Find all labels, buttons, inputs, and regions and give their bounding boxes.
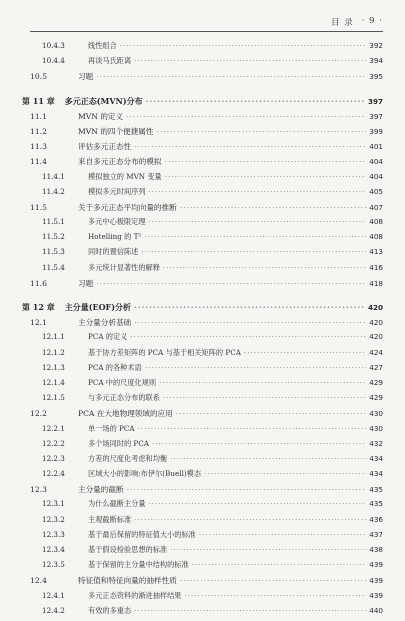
toc-leader-dots	[163, 263, 366, 272]
toc-leader-dots	[134, 515, 366, 524]
toc-entry	[22, 393, 383, 408]
toc-entry-title: 单一场的 PCA	[88, 423, 135, 433]
toc-entry-page: 397	[369, 111, 383, 121]
toc-entry-number: 12.4.2	[42, 605, 65, 615]
toc-leader-dots	[130, 332, 366, 341]
toc-entry-number: 11.6	[30, 278, 47, 288]
toc-leader-dots	[199, 530, 366, 539]
toc-entry	[22, 263, 383, 278]
toc-entry-title: 主分量(EOF)分析	[64, 302, 132, 312]
toc-entry-number: 12.1.3	[42, 362, 65, 372]
toc-entry	[22, 484, 383, 499]
toc-entry	[22, 217, 383, 232]
toc-entry-title: 线性组合	[88, 41, 117, 50]
toc-entry	[22, 232, 383, 247]
toc-entry-title: 方差的尺度化考虑和均衡	[88, 453, 168, 463]
toc-entry-number: 11.3	[30, 142, 47, 152]
toc-entry-number: 11.4.2	[42, 186, 65, 196]
toc-entry-number: 11.4.1	[42, 171, 65, 181]
toc-entry-page: 440	[369, 605, 383, 615]
toc-entry-page: 394	[369, 56, 383, 66]
toc-chapter-entry	[22, 96, 383, 111]
toc-entry-title: 为什么截断主分量	[88, 499, 146, 509]
toc-entry	[22, 156, 383, 171]
toc-entry	[22, 408, 383, 423]
page-header	[30, 16, 383, 28]
toc-entry-page: 420	[369, 332, 383, 342]
toc-leader-dots	[149, 217, 367, 226]
toc-entry-page: 434	[369, 469, 383, 479]
toc-entry-page: 404	[369, 157, 383, 167]
toc-leader-dots	[138, 424, 367, 433]
toc-entry-title: MVN 的四个便捷属性	[78, 126, 154, 136]
toc-entry-number: 10.5	[30, 72, 47, 82]
toc-entry-number: 12.4.1	[42, 590, 65, 600]
toc-entry-page: 408	[369, 217, 383, 227]
toc-entry-page: 434	[369, 453, 383, 463]
toc-entry-title: PCA 中的尺度化规则	[88, 377, 157, 387]
toc-entry	[22, 111, 383, 126]
toc-leader-dots	[126, 112, 366, 121]
toc-entry-title: 主分量分析基础	[78, 318, 132, 328]
table-of-contents	[22, 41, 383, 621]
toc-entry	[22, 247, 383, 262]
toc-entry-title: 与多元正态分布的联系	[88, 393, 160, 403]
toc-entry	[22, 56, 383, 71]
toc-entry-number: 12.1.1	[42, 332, 65, 342]
toc-leader-dots	[180, 576, 367, 585]
toc-entry-title: 基于保留的主分量中结构的标准	[88, 560, 189, 570]
toc-entry-title: 再谈马氏距离	[88, 56, 132, 66]
toc-entry-number: 12.2.4	[42, 469, 65, 479]
toc-entry	[22, 363, 383, 378]
toc-entry	[22, 424, 383, 439]
toc-entry-title: MVN 的定义	[78, 111, 124, 121]
header-title: 目 录	[331, 18, 354, 28]
toc-leader-dots	[152, 439, 366, 448]
toc-entry-number: 12.2.2	[42, 438, 65, 448]
toc-entry	[22, 71, 383, 86]
toc-entry	[22, 41, 383, 56]
toc-entry	[22, 499, 383, 514]
toc-entry-page: 435	[369, 499, 383, 509]
toc-entry-page: 408	[369, 232, 383, 242]
toc-leader-dots	[127, 485, 367, 494]
toc-leader-dots	[149, 499, 367, 508]
toc-entry-title: 多元中心极限定理	[88, 217, 146, 227]
toc-leader-dots	[134, 318, 366, 327]
toc-entry-number: 11.4	[30, 157, 47, 167]
toc-entry-title: 同时的置信陈述	[88, 247, 139, 257]
toc-entry-number: 12.1.4	[42, 377, 65, 387]
toc-entry-page: 420	[369, 318, 383, 328]
toc-entry	[22, 332, 383, 347]
toc-entry-number: 12.2	[30, 409, 47, 419]
toc-leader-dots	[184, 591, 366, 600]
toc-leader-dots	[141, 247, 366, 256]
toc-entry-number: 12.3.2	[42, 514, 65, 524]
toc-leader-dots	[134, 142, 366, 151]
toc-leader-dots	[165, 157, 367, 166]
toc-entry-number: 11.5.1	[42, 217, 65, 227]
toc-entry-page: 439	[369, 590, 383, 600]
toc-entry	[22, 187, 383, 202]
toc-leader-dots	[156, 127, 366, 136]
toc-leader-dots	[163, 393, 366, 402]
toc-entry	[22, 141, 383, 156]
toc-entry	[22, 278, 383, 293]
toc-entry	[22, 606, 383, 621]
toc-entry-title: 多元正态(MVN)分布	[64, 95, 143, 106]
toc-leader-dots	[149, 187, 367, 196]
toc-entry-title: 来自多元正态分布的模拟	[78, 157, 162, 167]
toc-entry-title: 基于协方差矩阵的 PCA 与基于相关矩阵的 PCA	[88, 347, 241, 357]
toc-entry-page: 429	[369, 393, 383, 403]
toc-entry-page: 429	[369, 377, 383, 387]
toc-entry-title: PCA 的各种术语	[88, 362, 142, 372]
toc-entry-page: 405	[369, 186, 383, 196]
toc-entry-number: 12.3.3	[42, 529, 65, 539]
toc-entry-number: 11.2	[30, 126, 47, 136]
header-rule	[30, 31, 383, 32]
toc-entry-page: 439	[369, 560, 383, 570]
toc-entry-title: 多个场同时的 PCA	[88, 438, 149, 448]
toc-entry-title: 基于假设检验思想的标准	[88, 545, 168, 554]
toc-entry-page: 404	[369, 171, 383, 181]
toc-entry-number: 10.4.3	[42, 41, 65, 50]
toc-entry-number: 第 12 章	[22, 302, 55, 312]
toc-leader-dots	[134, 302, 365, 312]
toc-entry-page: 420	[367, 303, 383, 312]
toc-entry-title: 习题	[78, 72, 94, 82]
toc-entry-page: 397	[367, 96, 383, 106]
toc-entry-page: 436	[369, 514, 383, 524]
toc-entry-title: 多元正态资料的渐进抽样结果	[88, 590, 182, 600]
toc-entry	[22, 348, 383, 363]
toc-entry	[22, 530, 383, 545]
toc-entry-page: 395	[369, 72, 383, 82]
toc-entry-title: Hotelling 的 T²	[88, 232, 142, 242]
toc-entry-page: 432	[369, 438, 383, 448]
toc-entry-number: 12.4	[30, 576, 47, 586]
toc-leader-dots	[244, 348, 366, 357]
toc-entry-number: 11.5.3	[42, 247, 65, 257]
toc-entry-number: 12.2.3	[42, 453, 65, 463]
toc-entry	[22, 126, 383, 141]
toc-leader-dots	[204, 469, 366, 478]
toc-entry-page: 416	[369, 262, 383, 272]
toc-leader-dots	[120, 41, 367, 50]
toc-leader-dots	[146, 96, 365, 106]
toc-entry-title: 区域大小的影响:布伊尔(Buell)模态	[88, 469, 202, 479]
toc-entry-number: 11.5.2	[42, 232, 65, 242]
toc-entry-page: 435	[369, 485, 383, 495]
toc-chapter-entry	[22, 302, 383, 317]
toc-leader-dots	[180, 203, 367, 212]
toc-entry	[22, 560, 383, 575]
toc-leader-dots	[96, 279, 366, 288]
toc-entry-number: 12.3.1	[42, 499, 65, 509]
toc-entry-title: 关于多元正态平均向量的推断	[78, 202, 177, 212]
toc-leader-dots	[192, 560, 367, 569]
toc-entry-title: 主分量的截断	[78, 485, 124, 495]
toc-entry-number: 12.2.1	[42, 423, 65, 433]
toc-entry-number: 11.5	[30, 202, 47, 212]
toc-entry-number: 第 11 章	[22, 95, 55, 106]
toc-entry-number: 11.5.4	[42, 262, 65, 272]
toc-entry-title: 特征值和特征向量的抽样性质	[78, 576, 177, 586]
toc-entry-title: 有效的多重态	[88, 605, 132, 615]
toc-entry	[22, 469, 383, 484]
toc-entry-number: 12.3.4	[42, 545, 65, 554]
toc-entry-number: 12.1	[30, 318, 47, 328]
toc-leader-dots	[170, 454, 366, 463]
toc-leader-dots	[145, 363, 367, 372]
toc-entry-number: 12.3	[30, 485, 47, 495]
toc-entry-number: 10.4.4	[42, 56, 65, 66]
toc-entry-number: 12.1.2	[42, 347, 65, 357]
toc-entry-page: 424	[369, 347, 383, 357]
toc-leader-dots	[96, 72, 366, 81]
toc-entry-title: PCA 在大地物理领域的应用	[78, 409, 173, 419]
toc-leader-dots	[170, 545, 366, 554]
toc-entry-page: 418	[369, 278, 383, 288]
toc-entry-page: 401	[369, 142, 383, 152]
toc-entry-title: 模拟多元时间序列	[88, 186, 146, 196]
toc-entry-page: 399	[369, 126, 383, 136]
toc-entry	[22, 439, 383, 454]
toc-entry	[22, 202, 383, 217]
toc-entry-page: 430	[369, 409, 383, 419]
toc-entry	[22, 378, 383, 393]
toc-entry	[22, 172, 383, 187]
toc-entry-page: 437	[369, 529, 383, 539]
toc-entry-page: 413	[369, 247, 383, 257]
toc-entry-page: 438	[369, 545, 383, 554]
toc-entry	[22, 575, 383, 590]
toc-entry-page: 427	[369, 362, 383, 372]
toc-leader-dots	[134, 606, 366, 615]
toc-entry-title: PCA 的定义	[88, 332, 128, 342]
toc-leader-dots	[144, 232, 366, 241]
toc-entry-title: 主观截断标准	[88, 514, 132, 524]
header-page-number: · 9 ·	[361, 16, 383, 26]
toc-entry-page: 439	[369, 576, 383, 586]
toc-entry-page: 430	[369, 423, 383, 433]
toc-leader-dots	[176, 409, 367, 418]
toc-entry-title: 习题	[78, 278, 94, 288]
toc-entry-title: 基于最后保留的特征值大小的标准	[88, 529, 196, 539]
toc-entry-title: 评估多元正态性	[78, 142, 132, 152]
toc-leader-dots	[134, 56, 366, 65]
toc-entry-number: 12.3.5	[42, 560, 65, 570]
toc-leader-dots	[165, 172, 367, 181]
toc-entry-title: 多元统计显著性的解释	[88, 262, 160, 272]
toc-entry	[22, 545, 383, 560]
toc-entry-number: 11.1	[30, 111, 47, 121]
toc-leader-dots	[159, 378, 366, 387]
toc-entry-page: 407	[369, 202, 383, 212]
toc-entry	[22, 515, 383, 530]
toc-entry	[22, 317, 383, 332]
toc-entry	[22, 591, 383, 606]
toc-entry-number: 12.1.5	[42, 393, 65, 403]
toc-entry-title: 模拟独立的 MVN 变量	[88, 171, 162, 181]
toc-entry	[22, 454, 383, 469]
toc-entry-page: 392	[369, 41, 383, 50]
